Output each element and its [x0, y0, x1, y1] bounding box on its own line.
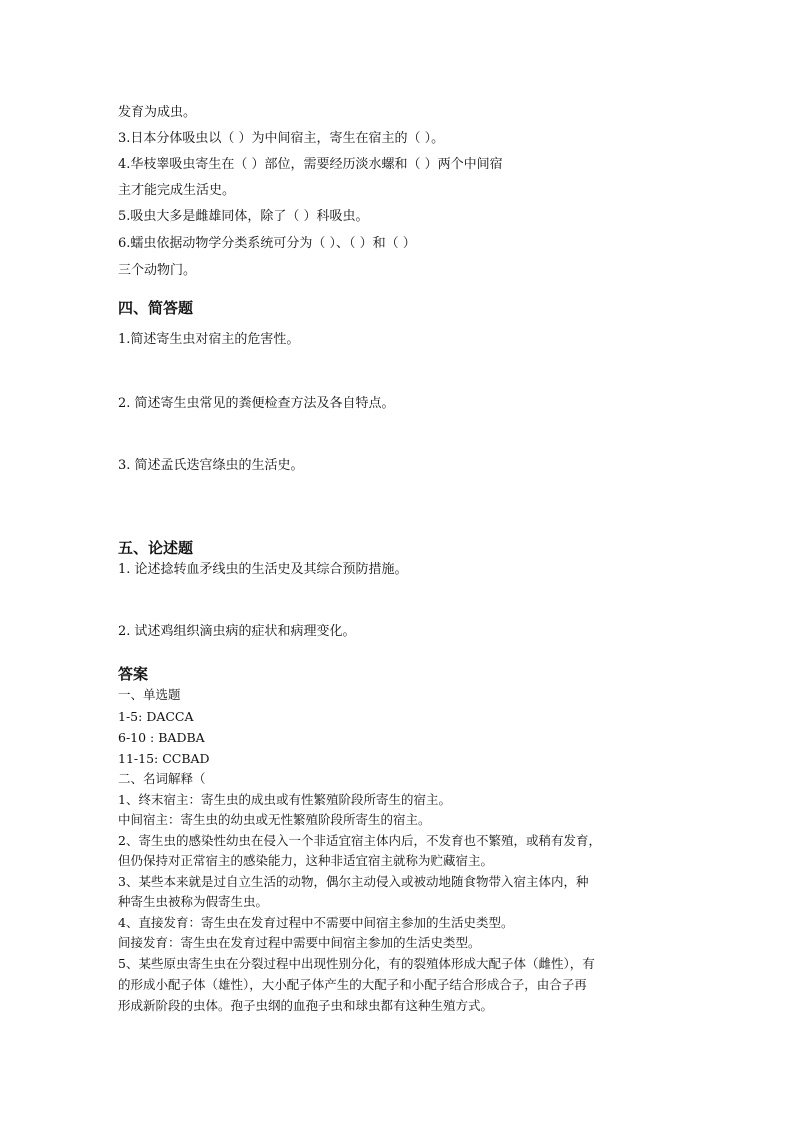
- short-answer-question-3: 3. 简述孟氏迭宫绦虫的生活史。: [118, 458, 304, 473]
- section-heading-answers: 答案: [118, 665, 149, 683]
- answer-line: 1-5: DACCA: [118, 709, 194, 724]
- short-answer-question-1: 1.简述寄生虫对宿主的危害性。: [118, 332, 300, 347]
- answer-line: 中间宿主：寄生虫的幼虫或无性繁殖阶段所寄生的宿主。: [118, 812, 431, 827]
- fill-blank-line: 三个动物门。: [118, 263, 197, 278]
- essay-question-2: 2. 试述鸡组织滴虫病的症状和病理变化。: [118, 624, 356, 639]
- answer-line: 但仍保持对正常宿主的感染能力，这种非适宜宿主就称为贮藏宿主。: [118, 853, 494, 868]
- answer-line: 3、某些本来就是过自立生活的动物，偶尔主动侵入或被动地随食物带入宿主体内，种: [118, 874, 589, 889]
- answer-line: 的形成小配子体（雄性），大小配子体产生的大配子和小配子结合形成合子，由合子再: [118, 977, 587, 992]
- answer-line: 6-10 : BADBA: [118, 730, 205, 745]
- answer-line: 5、某些原虫寄生虫在分裂过程中出现性别分化，有的裂殖体形成大配子体（雌性），有: [118, 956, 595, 971]
- fill-blank-question-3: 3.日本分体吸虫以（ ）为中间宿主，寄生在宿主的（ ）。: [118, 131, 445, 146]
- answer-line: 二、名词解释（: [118, 771, 206, 786]
- answer-line: 2、寄生虫的感染性幼虫在侵入一个非适宜宿主体内后，不发育也不繁殖，或稍有发育，: [118, 833, 601, 848]
- answer-line: 形成新阶段的虫体。孢子虫纲的血孢子虫和球虫都有这种生殖方式。: [118, 998, 494, 1013]
- fill-blank-question-6: 6.蠕虫依据动物学分类系统可分为（ ）、（ ）和（ ）: [118, 236, 416, 251]
- section-heading-short-answer: 四、简答题: [118, 299, 194, 317]
- fill-blank-line: 主才能完成生活史。: [118, 183, 236, 198]
- answer-line: 间接发育：寄生虫在发育过程中需要中间宿主参加的生活史类型。: [118, 935, 481, 950]
- answer-line: 一、单选题: [118, 687, 181, 702]
- essay-question-1: 1. 论述捻转血矛线虫的生活史及其综合预防措施。: [118, 562, 408, 577]
- short-answer-question-2: 2. 简述寄生虫常见的粪便检查方法及各自特点。: [118, 396, 395, 411]
- answer-line: 4、直接发育：寄生虫在发育过程中不需要中间宿主参加的生活史类型。: [118, 915, 514, 930]
- answer-line: 1、终末宿主：寄生虫的成虫或有性繁殖阶段所寄生的宿主。: [118, 792, 451, 807]
- answer-line: 11-15: CCBAD: [118, 751, 210, 766]
- fill-blank-question-4: 4.华枝睾吸虫寄生在（ ）部位，需要经历淡水螺和（ ）两个中间宿: [118, 157, 503, 172]
- answer-line: 种寄生虫被称为假寄生虫。: [118, 894, 269, 909]
- section-heading-essay: 五、论述题: [118, 539, 194, 557]
- fill-blank-line: 发育为成虫。: [118, 105, 197, 120]
- fill-blank-question-5: 5.吸虫大多是雌雄同体，除了（ ）科吸虫。: [118, 209, 369, 224]
